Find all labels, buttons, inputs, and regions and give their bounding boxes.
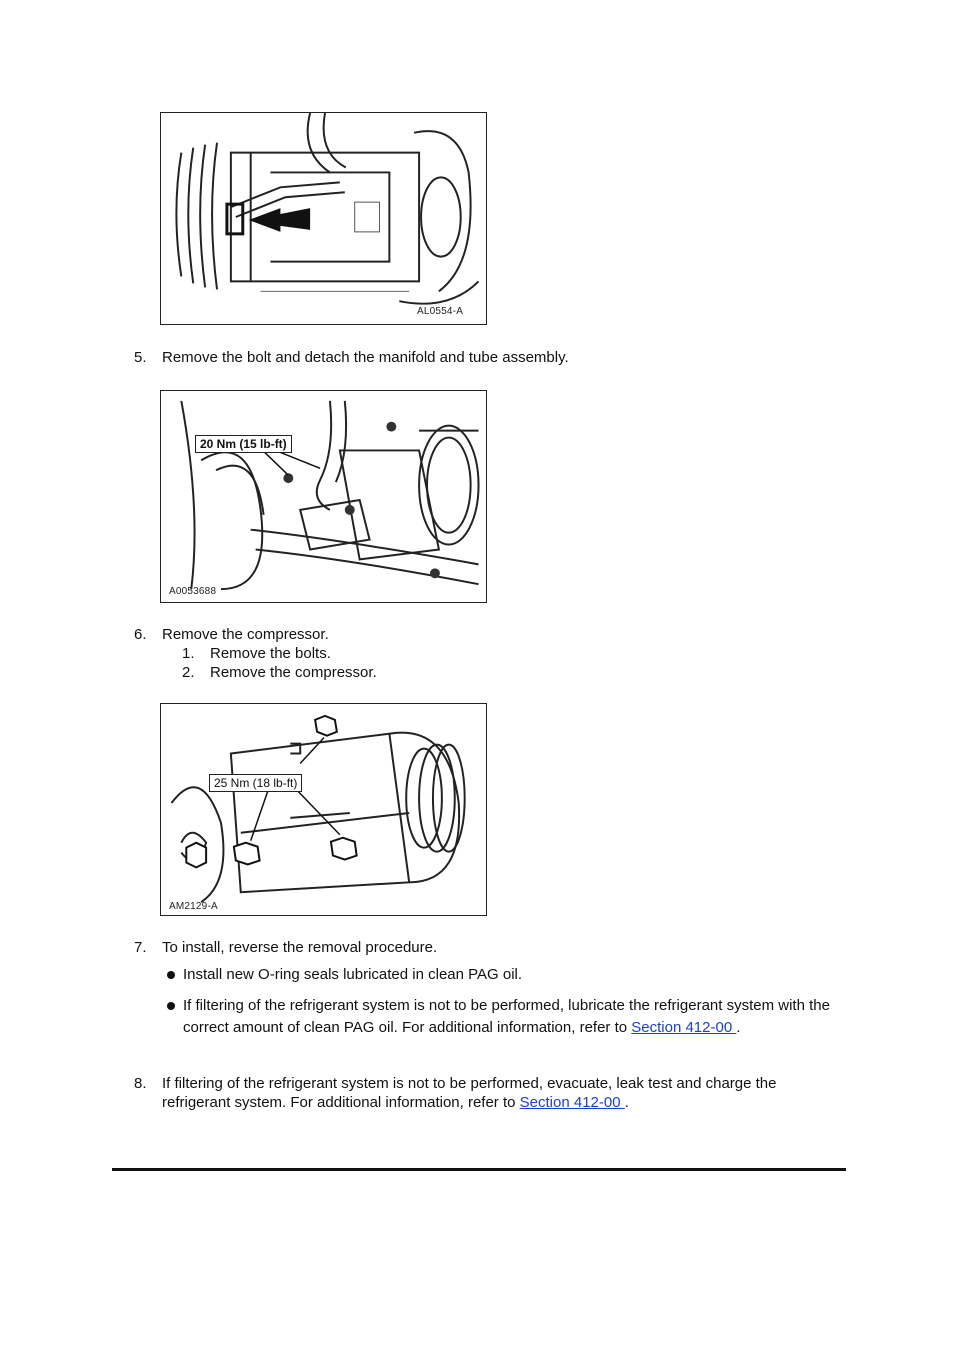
substep-number: 2. bbox=[182, 664, 195, 681]
step-text-line1: If filtering of the refrigerant system is not to be performed, evacuate, leak test and charge the bbox=[162, 1075, 777, 1092]
figure-code: AM2129-A bbox=[169, 901, 218, 912]
bullet-dot bbox=[167, 971, 175, 979]
bullet-text-wrapper bbox=[183, 995, 850, 1039]
manifold-bolt-illustration bbox=[161, 391, 486, 602]
substep-number: 1. bbox=[182, 645, 195, 662]
link-suffix: . bbox=[624, 1094, 629, 1111]
substep-text: Remove the bolts. bbox=[210, 645, 331, 662]
step-number: 8. bbox=[134, 1075, 147, 1092]
step-text-line2: refrigerant system. For additional information, refer to bbox=[162, 1094, 520, 1111]
section-412-00-link[interactable]: Section 412-00 bbox=[631, 1019, 737, 1036]
figure-manifold-bolt bbox=[160, 390, 487, 603]
footer-divider bbox=[112, 1168, 846, 1171]
step-number: 7. bbox=[134, 939, 147, 956]
bullet-text: Install new O-ring seals lubricated in clean PAG oil. bbox=[183, 966, 523, 983]
compressor-connector-illustration bbox=[161, 113, 486, 324]
figure-compressor-connector bbox=[160, 112, 487, 325]
step-text: To install, reverse the removal procedure. bbox=[162, 939, 438, 956]
section-412-00-link[interactable]: Section 412-00 bbox=[519, 1094, 625, 1111]
figure-code: A0053688 bbox=[169, 586, 217, 597]
step-number: 5. bbox=[134, 349, 147, 366]
step-text-line2-wrapper bbox=[162, 1094, 629, 1112]
step-text: Remove the bolt and detach the manifold and tube assembly. bbox=[162, 349, 569, 366]
link-suffix: . bbox=[736, 1019, 741, 1036]
torque-callout: 25 Nm (18 lb-ft) bbox=[209, 774, 302, 792]
substep-6-2 bbox=[182, 664, 377, 682]
substep-6-1 bbox=[182, 645, 331, 663]
bullet-item bbox=[165, 995, 850, 1039]
bullet-text: If filtering of the refrigerant system is not to be performed, lubricate the refrigerant system with the correct amount of clean PAG oil. For additional information, refer to bbox=[183, 997, 830, 1036]
torque-callout: 20 Nm (15 lb-ft) bbox=[195, 435, 292, 453]
step-text: Remove the compressor. bbox=[162, 626, 329, 643]
step-number: 6. bbox=[134, 626, 147, 643]
figure-compressor-bolts bbox=[160, 703, 487, 916]
substep-text: Remove the compressor. bbox=[210, 664, 377, 681]
bullet-item bbox=[165, 964, 850, 986]
bullet-dot bbox=[167, 1002, 175, 1010]
compressor-bolts-illustration bbox=[161, 704, 486, 915]
figure-code: AL0554-A bbox=[417, 306, 464, 317]
